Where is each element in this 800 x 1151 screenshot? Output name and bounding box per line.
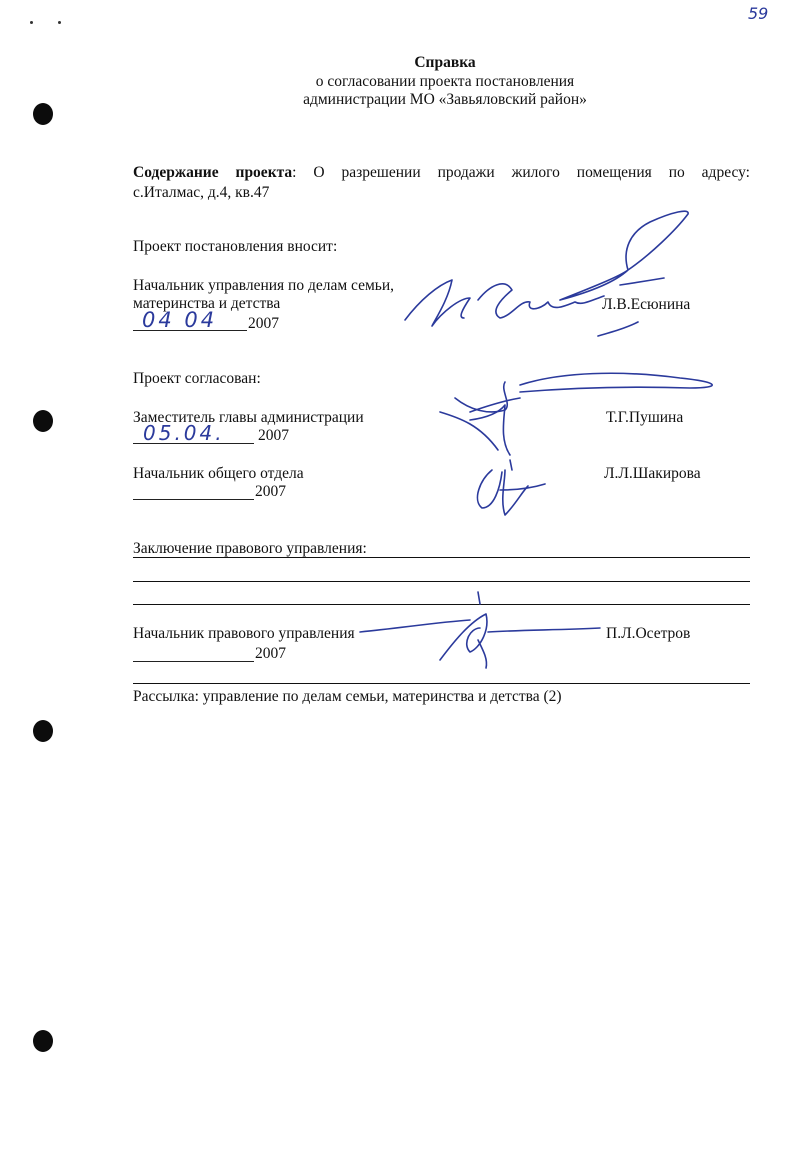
submitter-position-2: материнства и детства (133, 295, 281, 312)
approver-2-year: 2007 (255, 483, 286, 500)
signature-pushina (440, 373, 712, 455)
signature-esyunina (405, 211, 691, 336)
submitter-name: Л.В.Есюнина (602, 296, 691, 313)
handwritten-date: 05.04. (143, 421, 225, 445)
project-content-label: Содержание проекта (133, 164, 293, 181)
legal-year: 2007 (255, 645, 286, 662)
project-address: с.Италмас, д.4, кв.47 (133, 184, 270, 201)
page-number: 59 (748, 4, 769, 23)
signature-shakirova (477, 460, 545, 515)
approvals-intro: Проект согласован: (133, 370, 261, 387)
submitter-year: 2007 (248, 315, 279, 332)
approver-2-name: Л.Л.Шакирова (604, 465, 701, 482)
subtitle-line-1: о согласовании проекта постановления (315, 73, 575, 90)
legal-head-name: П.Л.Осетров (606, 625, 691, 642)
document-title: Справка (414, 54, 476, 71)
approver-1-position: Заместитель главы администрации (133, 409, 364, 426)
subtitle-line-2: администрации МО «Завьяловский район» (303, 91, 587, 108)
submitter-position-1: Начальник управления по делам семьи, (133, 277, 395, 294)
legal-head-position: Начальник правового управления (133, 625, 355, 642)
project-content-text: : О разрешении продажи жилого помещения по адресу: (292, 164, 750, 181)
approver-1-name: Т.Г.Пушина (606, 409, 684, 426)
approver-2-position: Начальник общего отдела (133, 465, 304, 482)
handwritten-date: 04 04 (142, 308, 218, 332)
signature-osetrov (360, 592, 600, 668)
legal-conclusion-label: Заключение правового управления: (133, 540, 367, 557)
approver-1-year: 2007 (258, 427, 289, 444)
submitter-intro: Проект постановления вносит: (133, 238, 338, 255)
distribution-list: Рассылка: управление по делам семьи, материнства и детства (2) (133, 688, 562, 705)
